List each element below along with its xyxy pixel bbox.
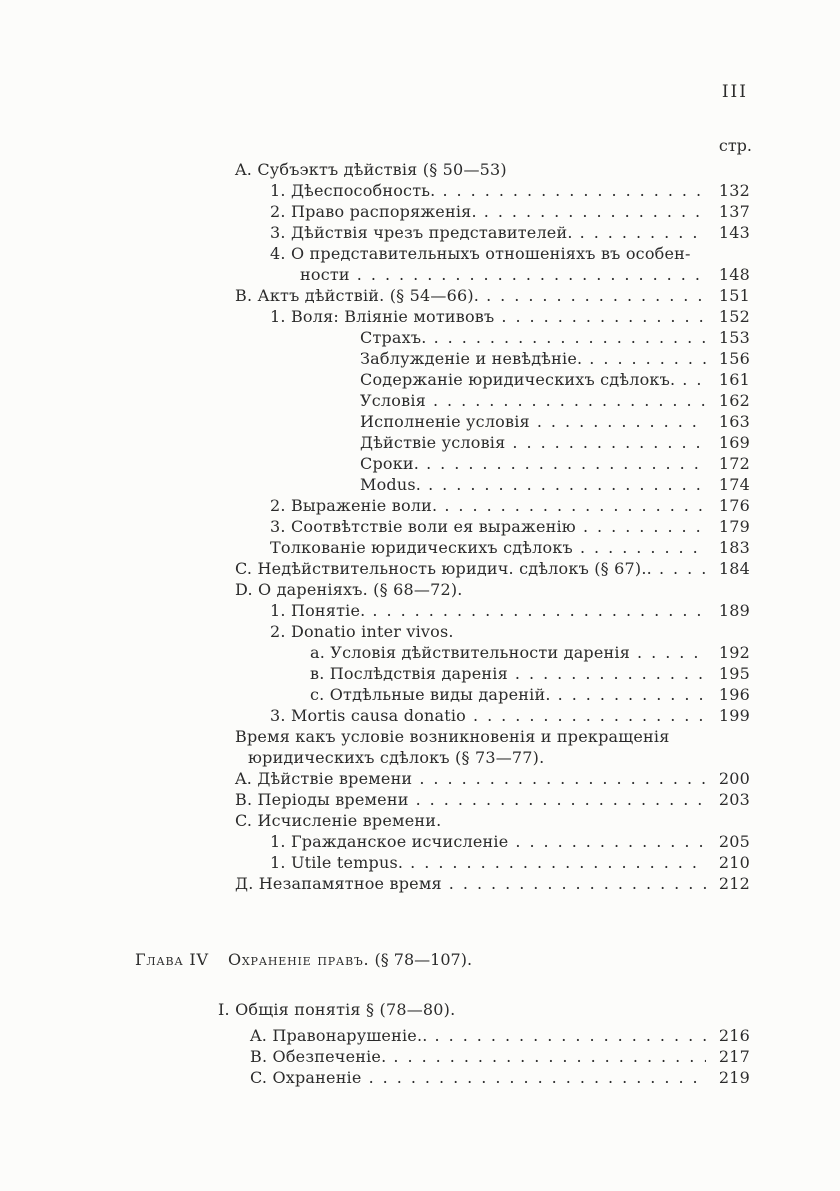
toc-row	[360, 349, 750, 370]
toc-row	[235, 160, 750, 181]
toc-entry-page: 137	[718, 202, 750, 221]
toc-row	[250, 1026, 750, 1047]
toc-entry-label: 3. Соотвѣтствіе воли ея выраженію	[270, 517, 576, 536]
toc-entry-label: C. Недѣйствительность юридич. сдѣлокъ (§ 67)..	[235, 559, 652, 578]
toc-entry-label: Исполненіе условія	[360, 412, 530, 431]
toc-entry-label: 4. О представительныхъ отношеніяхъ въ особен-	[270, 244, 691, 263]
toc-row	[235, 769, 750, 790]
toc-entry-label: Условія	[360, 391, 426, 410]
toc-entry-label: B. Періоды времени	[235, 790, 409, 809]
toc-row	[270, 307, 750, 328]
dot-leader	[580, 223, 706, 242]
toc-entry-page: 152	[718, 307, 750, 326]
toc-row	[250, 1047, 750, 1068]
dot-leader	[537, 412, 706, 431]
toc-entry-page: 216	[718, 1026, 750, 1045]
dot-leader	[515, 832, 706, 851]
toc-entry-page: 210	[718, 853, 750, 872]
dot-leader	[558, 685, 706, 704]
toc-entry-page: 219	[718, 1068, 750, 1087]
toc-row	[270, 223, 750, 244]
toc-row	[235, 580, 750, 601]
toc-entry-page: 199	[718, 706, 750, 725]
toc-entry-page: 183	[718, 538, 750, 557]
toc-entry-page: 196	[718, 685, 750, 704]
toc-entry-label: Заблужденіе и невѣдѣніе.	[360, 349, 583, 368]
toc-row	[360, 391, 750, 412]
toc-entry-label: C. Исчисленіе времени.	[235, 811, 442, 830]
toc-entry-label: Страхъ.	[360, 328, 427, 347]
toc-entry-label: Сроки.	[360, 454, 420, 473]
section-toc-list	[0, 1026, 840, 1089]
toc-row	[235, 559, 750, 580]
chapter-title: Охраненіе правъ.	[227, 950, 370, 969]
toc-entry-page: 143	[718, 223, 750, 242]
toc-entry-label: A. Субъэктъ дѣйствія (§ 50—53)	[235, 160, 507, 179]
toc-row	[235, 790, 750, 811]
dot-leader	[357, 265, 706, 284]
toc-row	[360, 475, 750, 496]
toc-entry-label: Толкованіе юридическихъ сдѣлокъ	[270, 538, 573, 557]
toc-row	[310, 643, 750, 664]
dot-leader	[393, 1047, 706, 1066]
dot-leader	[433, 391, 706, 410]
dot-leader	[444, 496, 706, 515]
dot-leader	[426, 454, 706, 473]
dot-leader	[416, 790, 706, 809]
toc-row	[270, 853, 750, 874]
toc-entry-label: a. Условія дѣйствительности даренія	[310, 643, 631, 662]
toc-row	[235, 727, 750, 748]
toc-entry-label: 1. Дѣеспособность.	[270, 181, 436, 200]
dot-leader	[410, 853, 706, 872]
toc-row	[270, 622, 750, 643]
toc-row	[360, 412, 750, 433]
toc-entry-label: 1. Гражданское исчисленіе	[270, 832, 509, 851]
dot-leader	[589, 349, 706, 368]
toc-row	[270, 202, 750, 223]
toc-entry-page: 217	[718, 1047, 750, 1066]
toc-entry-label: D. О дареніяхъ. (§ 68—72).	[235, 580, 463, 599]
toc-row	[235, 874, 750, 895]
dot-leader	[637, 643, 706, 662]
dot-leader	[515, 664, 706, 683]
dot-leader	[442, 181, 706, 200]
dot-leader	[435, 1026, 706, 1045]
dot-leader	[583, 517, 706, 536]
toc-entry-label: Modus.	[360, 475, 422, 494]
toc-row	[270, 601, 750, 622]
toc-row	[250, 1068, 750, 1089]
dot-leader	[473, 706, 706, 725]
toc-entry-page: 151	[718, 286, 750, 305]
toc-entry-label: в. Послѣдствія даренія	[310, 664, 508, 683]
toc-row	[360, 370, 750, 391]
toc-row	[235, 286, 750, 307]
toc-entry-page: 203	[718, 790, 750, 809]
toc-row	[270, 706, 750, 727]
toc-row	[270, 496, 750, 517]
toc-entry-page: 153	[718, 328, 750, 347]
toc-entry-label: A. Правонарушеніе..	[250, 1026, 428, 1045]
toc-entry-page: 184	[718, 559, 750, 578]
toc-entry-page: 195	[718, 664, 750, 683]
toc-row	[270, 517, 750, 538]
toc-entry-page: 169	[718, 433, 750, 452]
toc-row	[360, 454, 750, 475]
toc-entry-page: 162	[718, 391, 750, 410]
toc-entry-page: 172	[718, 454, 750, 473]
toc-entry-label: 2. Donatio inter vivos.	[270, 622, 454, 641]
toc-entry-page: 148	[718, 265, 750, 284]
section-heading: I. Общія понятія § (78—80).	[218, 1000, 456, 1019]
dot-leader	[484, 202, 706, 221]
dot-leader	[512, 433, 706, 452]
toc-entry-page: 205	[718, 832, 750, 851]
toc-entry-page: 161	[718, 370, 750, 389]
toc-entry-label: 1. Utile tempus.	[270, 853, 404, 872]
page-column-header: стр.	[718, 136, 752, 155]
toc-entry-page: 156	[718, 349, 750, 368]
toc-row	[360, 328, 750, 349]
toc-entry-page: 174	[718, 475, 750, 494]
toc-row	[310, 664, 750, 685]
toc-entry-label: B. Актъ дѣйствій. (§ 54—66).	[235, 286, 480, 305]
toc-entry-label: 2. Выраженіе воли.	[270, 496, 438, 515]
toc-entry-label: 2. Право распоряженія.	[270, 202, 477, 221]
toc-entry-page: 189	[718, 601, 750, 620]
dot-leader	[449, 874, 706, 893]
toc-entry-label: 3. Mortis causa donatio	[270, 706, 466, 725]
dot-leader	[580, 538, 706, 557]
toc-entry-label: ности	[300, 265, 350, 284]
dot-leader	[501, 307, 706, 326]
toc-entry-label: 1. Воля: Вліяніе мотивовъ	[270, 307, 495, 326]
toc-entry-label: Время какъ условіе возникновенія и прекращенія	[235, 727, 670, 746]
toc-entry-label: B. Обезпеченіе.	[250, 1047, 387, 1066]
toc-entry-page: 163	[718, 412, 750, 431]
toc-entry-label: c. Отдѣльные виды дареній.	[310, 685, 551, 704]
toc-row	[248, 748, 750, 769]
toc-entry-label: A. Дѣйствіе времени	[235, 769, 413, 788]
dot-leader	[434, 328, 706, 347]
toc-row	[300, 265, 750, 286]
folio-page-number: III	[721, 82, 748, 102]
toc-row	[270, 181, 750, 202]
chapter-heading	[135, 950, 472, 969]
toc-entry-label: 3. Дѣйствія чрезъ представителей.	[270, 223, 573, 242]
toc-entry-page: 192	[718, 643, 750, 662]
toc-entry-label: 1. Понятіе.	[270, 601, 366, 620]
toc-entry-label: юридическихъ сдѣлокъ (§ 73—77).	[248, 748, 545, 767]
toc-row	[235, 811, 750, 832]
toc-row	[310, 685, 750, 706]
toc-entry-label: Содержаніе юридическихъ сдѣлокъ.	[360, 370, 676, 389]
chapter-number: Глава IV	[135, 950, 209, 969]
dot-leader	[372, 601, 706, 620]
dot-leader	[419, 769, 706, 788]
toc-row	[360, 433, 750, 454]
dot-leader	[369, 1068, 706, 1087]
toc-entry-page: 132	[718, 181, 750, 200]
toc-row	[270, 832, 750, 853]
dot-leader	[682, 370, 706, 389]
chapter-paragraph-ref: (§ 78—107).	[374, 950, 473, 969]
toc-entry-page: 176	[718, 496, 750, 515]
dot-leader	[486, 286, 706, 305]
dot-leader	[659, 559, 706, 578]
toc-entry-page: 179	[718, 517, 750, 536]
toc-list	[0, 160, 840, 895]
toc-row	[270, 244, 750, 265]
toc-entry-page: 200	[718, 769, 750, 788]
toc-entry-label: Д. Незапамятное время	[235, 874, 442, 893]
toc-entry-label: Дѣйствіе условія	[360, 433, 506, 452]
dot-leader	[428, 475, 706, 494]
toc-entry-page: 212	[718, 874, 750, 893]
toc-entry-label: C. Охраненіе	[250, 1068, 362, 1087]
toc-row	[270, 538, 750, 559]
